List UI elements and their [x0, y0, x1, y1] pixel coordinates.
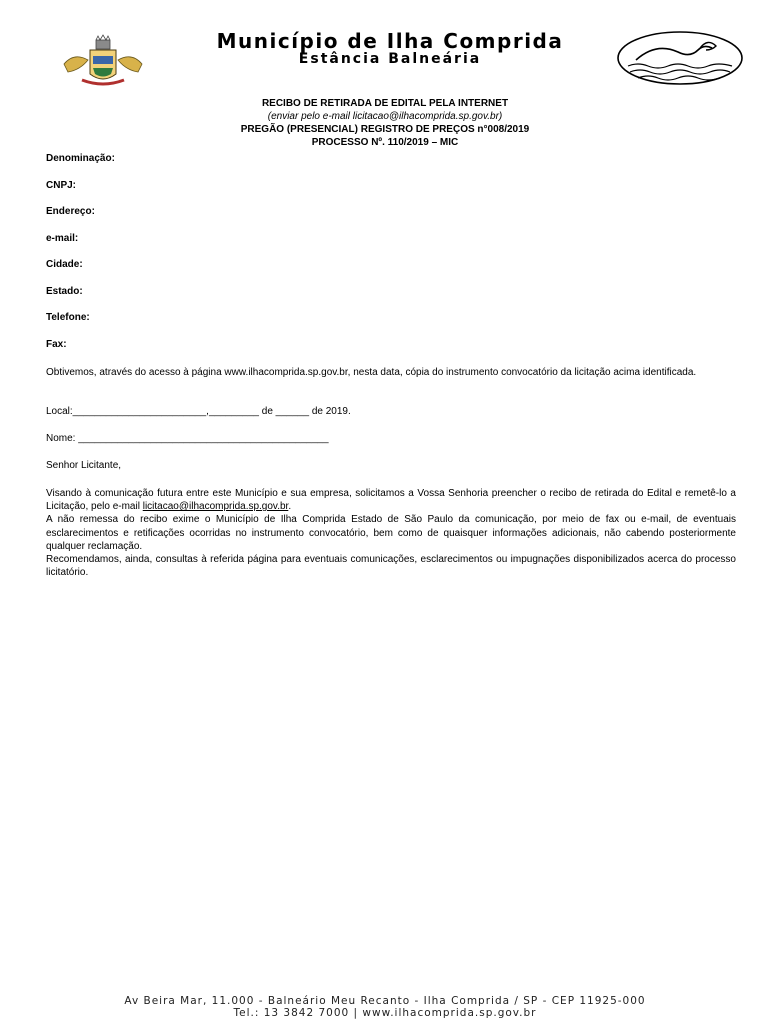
- field-denominacao: Denominação:: [46, 153, 115, 164]
- local-date-line: Local:________________________,_________ de ______ de 2019.: [46, 406, 351, 417]
- footer-contact: Tel.: 13 3842 7000 | www.ilhacomprida.sp.gov.br: [233, 1007, 537, 1019]
- body-paragraphs: [46, 487, 736, 579]
- municipality-subtitle: Estância Balneária: [298, 51, 482, 67]
- document-title: RECIBO DE RETIRADA DE EDITAL PELA INTERNET: [261, 98, 509, 109]
- field-estado: Estado:: [46, 285, 83, 297]
- paragraph-3: Recomendamos, ainda, consultas à referida página para eventuais comunicações, esclarecimentos ou impugnações disponibilizados acerca do processo licitatório.: [46, 554, 736, 579]
- wave-emblem-icon: [616, 30, 744, 86]
- coat-of-arms-icon: [60, 30, 146, 88]
- page-footer: [0, 995, 770, 1019]
- document-instruction: (enviar pelo e-mail licitacao@ilhacomprida.sp.gov.br): [267, 111, 503, 122]
- municipality-name: Município de Ilha Comprida: [216, 29, 564, 53]
- paragraph-1-text: Visando à comunicação futura entre este Município e sua empresa, solicitamos a Vossa Senhoria preencher o recibo de retirada do Edital e remetê-lo a Licitação, pelo e-mail: [46, 488, 736, 513]
- field-cidade: Cidade:: [46, 259, 83, 270]
- paragraph-1-end: .: [288, 501, 292, 513]
- pregao-reference: PREGÃO (PRESENCIAL) REGISTRO DE PREÇOS n°008/2019: [240, 124, 530, 135]
- paragraph-2: A não remessa do recibo exime o Município de Ilha Comprida Estado de São Paulo da comunicação, por meio de fax ou e-mail, de eventuais esclarecimentos e retificações ocorridas no instrumento convocatório, bem como de quaisquer informações adicionais, não cabendo posteriormente qualquer reclamação.: [46, 514, 736, 552]
- obtivemos-paragraph: Obtivemos, através do acesso à página www.ilhacomprida.sp.gov.br, nesta data, cópia do instrumento convocatório da licitação acima identificada.: [46, 367, 697, 378]
- form-fields: [46, 152, 115, 364]
- salutation: Senhor Licitante,: [46, 460, 122, 471]
- field-cnpj: CNPJ:: [46, 179, 77, 191]
- footer-address: Av Beira Mar, 11.000 - Balneário Meu Recanto - Ilha Comprida / SP - CEP 11925-000: [124, 995, 646, 1007]
- field-telefone: Telefone:: [46, 312, 90, 323]
- field-fax: Fax:: [46, 338, 67, 350]
- document-heading: [0, 97, 770, 149]
- email-link[interactable]: licitacao@ilhacomprida.sp.gov.br: [142, 501, 289, 513]
- name-line: Nome: _____________________________________________: [46, 433, 329, 444]
- field-endereco: Endereço:: [46, 206, 95, 217]
- processo-reference: PROCESSO Nº. 110/2019 – MIC: [311, 137, 459, 148]
- paragraph-1: [46, 487, 736, 513]
- field-email: e-mail:: [46, 232, 79, 244]
